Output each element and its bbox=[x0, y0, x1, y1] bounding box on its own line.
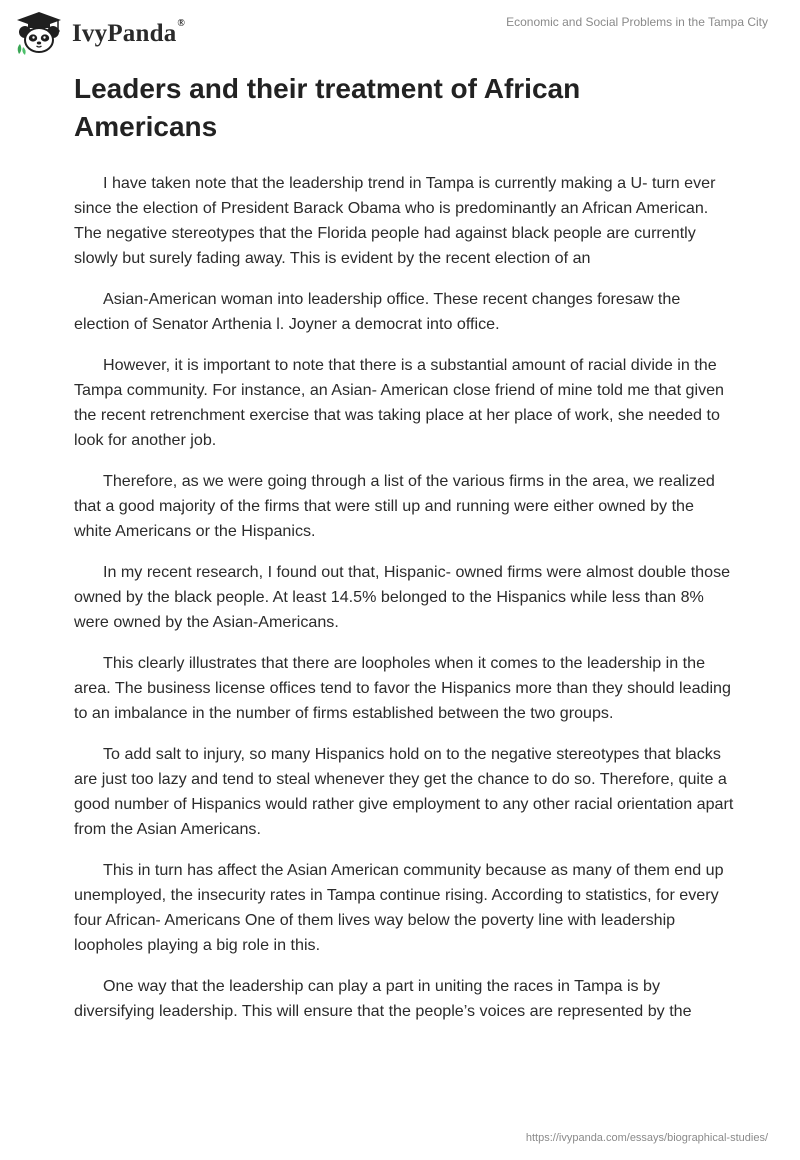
panda-graduate-icon bbox=[14, 10, 64, 56]
page-header bbox=[0, 0, 800, 70]
paragraph: Therefore, as we were going through a list of the various firms in the area, we realized that a good majority of the firms that were still up and running were either owned by the white Americans or the Hispanics. bbox=[74, 472, 715, 540]
footer-url-link[interactable]: https://ivypanda.com/essays/biographical-studies/ bbox=[525, 1132, 768, 1144]
brand-name bbox=[72, 17, 186, 47]
paragraph-list bbox=[74, 171, 734, 1024]
page-title: Leaders and their treatment of African Americans bbox=[74, 73, 581, 142]
paragraph: I have taken note that the leadership trend in Tampa is currently making a U- turn ever since the election of President Barack Obama who is predominantly an African American. The negative stereotypes that the Florida people had against black people are currently slowly but surely fading away. This is evident by the recent election of an bbox=[74, 174, 716, 267]
paragraph: Asian-American woman into leadership office. These recent changes foresaw the election of Senator Arthenia l. Joyner a democrat into office. bbox=[74, 290, 681, 333]
paragraph: However, it is important to note that there is a substantial amount of racial divide in the Tampa community. For instance, an Asian- American close friend of mine told me that given the recent retrenchment exercise that was taking place at her place of work, she needed to look for another job. bbox=[74, 356, 725, 449]
article-body bbox=[74, 70, 734, 1040]
paragraph: This in turn has affect the Asian American community because as many of them end up unemployed, the insecurity rates in Tampa continue rising. According to statistics, for every four African- Americans One of them lives way below the poverty line with leadership loopholes playing a big role in this. bbox=[74, 861, 724, 954]
brand-text: IvyPanda bbox=[72, 19, 177, 47]
running-title: Economic and Social Problems in the Tampa City bbox=[506, 15, 768, 29]
paragraph: In my recent research, I found out that, Hispanic- owned firms were almost double those owned by the black people. At least 14.5% belonged to the Hispanics while less than 8% were owned by the Asian-Americans. bbox=[74, 563, 731, 631]
ivypanda-logo[interactable] bbox=[14, 10, 185, 56]
paragraph: One way that the leadership can play a part in uniting the races in Tampa is by diversifying leadership. This will ensure that the people’s voices are represented by the bbox=[74, 977, 692, 1020]
registered-mark: ® bbox=[177, 17, 186, 29]
paragraph: To add salt to injury, so many Hispanics hold on to the negative stereotypes that blacks are just too lazy and tend to steal whenever they get the chance to do so. Therefore, quite a good number of Hispanics would rather give employment to any other racial orientation apart from the Asian Americans. bbox=[74, 745, 734, 838]
paragraph: This clearly illustrates that there are loopholes when it comes to the leadership in the area. The business license offices tend to favor the Hispanics more than they should leading to an imbalance in the number of firms established between the two groups. bbox=[74, 654, 731, 722]
